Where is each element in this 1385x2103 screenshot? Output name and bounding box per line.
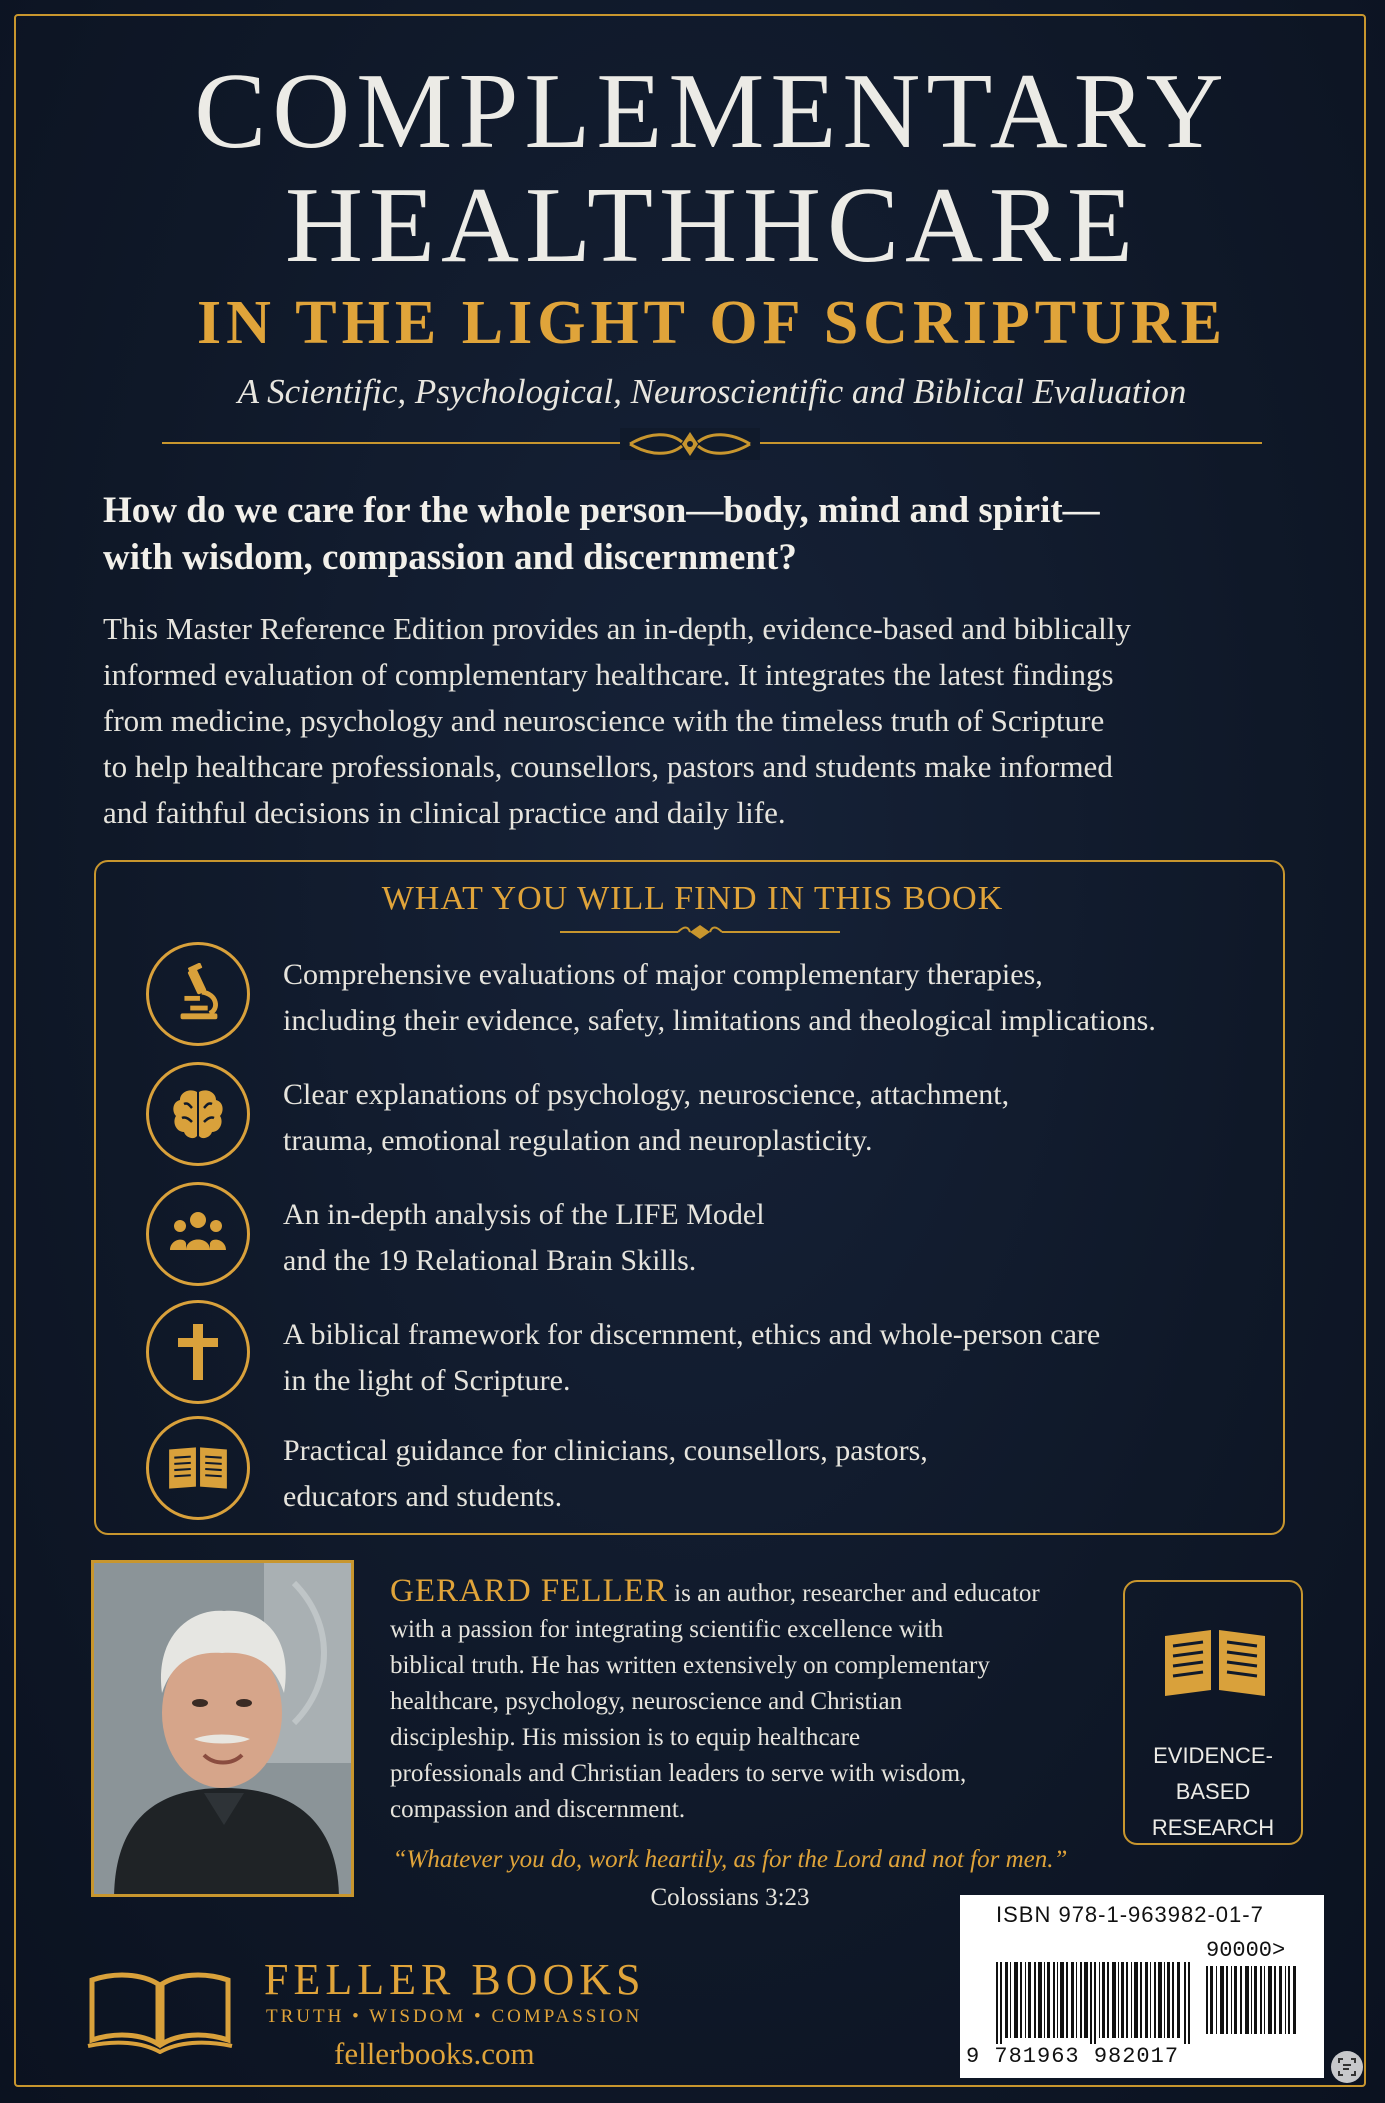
bio-line: with a passion for integrating scientific excellence with (390, 1616, 944, 1643)
subtitle: A Scientific, Psychological, Neuroscientific and Biblical Evaluation (237, 372, 1187, 411)
feature-item (283, 1428, 1273, 1520)
isbn-digits: 9 781963 982017 (966, 2044, 1180, 2069)
bio-line: biblical truth. He has written extensively on complementary (390, 1652, 990, 1679)
feature-line: An in-depth analysis of the LIFE Model (283, 1198, 765, 1231)
intro-line: from medicine, psychology and neuroscience with the timeless truth of Scripture (103, 703, 1105, 738)
feature-item (283, 1312, 1273, 1404)
isbn-label: ISBN 978-1-963982-01-7 (996, 1902, 1264, 1927)
feature-line: Practical guidance for clinicians, counsellors, pastors, (283, 1434, 928, 1467)
feature-item (283, 952, 1273, 1044)
publisher-url: fellerbooks.com (334, 2036, 535, 2071)
lead-question (103, 487, 1303, 581)
microscope-icon (146, 942, 250, 1046)
badge-book-icon (1159, 1622, 1271, 1702)
feature-item (283, 1192, 1273, 1284)
price-code: 90000> (1206, 1938, 1286, 1963)
heading-ornament-icon (560, 924, 840, 940)
badge-line: RESEARCH (1151, 1815, 1275, 1840)
badge-label (1123, 1738, 1303, 1846)
publisher-tagline: TRUTH • WISDOM • COMPASSION (266, 2006, 643, 2027)
bio-line: professionals and Christian leaders to serve with wisdom, (390, 1760, 967, 1787)
scan-text-icon[interactable] (1330, 2050, 1364, 2084)
feature-line: including their evidence, safety, limitations and theological implications. (283, 1004, 1156, 1037)
author-photo (91, 1560, 354, 1897)
ornament-icon (620, 428, 760, 460)
feature-line: A biblical framework for discernment, ethics and whole-person care (283, 1318, 1101, 1351)
badge-line: EVIDENCE-BASED (1153, 1743, 1273, 1804)
features-heading: WHAT YOU WILL FIND IN THIS BOOK (381, 880, 1004, 917)
intro-line: and faithful decisions in clinical practice and daily life. (103, 795, 786, 830)
feature-line: and the 19 Relational Brain Skills. (283, 1244, 697, 1277)
scripture-reference: Colossians 3:23 (650, 1884, 810, 1911)
bio-line: compassion and discernment. (390, 1796, 686, 1823)
title-line-1: COMPLEMENTARY (194, 52, 1230, 171)
intro-paragraph (103, 606, 1303, 836)
intro-line: This Master Reference Edition provides an in-depth, evidence-based and biblically (103, 611, 1131, 646)
feature-line: Comprehensive evaluations of major complementary therapies, (283, 958, 1043, 991)
intro-line: informed evaluation of complementary healthcare. It integrates the latest findings (103, 657, 1114, 692)
bio-line: discipleship. His mission is to equip healthcare (390, 1724, 861, 1751)
feature-item (283, 1072, 1273, 1164)
author-name: GERARD FELLER (390, 1573, 668, 1609)
cross-icon (146, 1300, 250, 1404)
author-bio (390, 1573, 1110, 1828)
bio-first-line (390, 1573, 1110, 1612)
lead-line: with wisdom, compassion and discernment? (103, 537, 797, 578)
open-book-icon (146, 1416, 250, 1520)
addon-barcode-bars (1206, 1966, 1298, 2034)
feature-line: educators and students. (283, 1480, 563, 1513)
feature-line: in the light of Scripture. (283, 1364, 571, 1397)
title-line-3: IN THE LIGHT OF SCRIPTURE (197, 289, 1227, 357)
barcode-bars (996, 1962, 1192, 2044)
bio-line: healthcare, psychology, neuroscience and Christian (390, 1688, 903, 1715)
people-icon (146, 1182, 250, 1286)
publisher-book-logo-icon (86, 1962, 234, 2054)
title-line-2: HEALTHHCARE (284, 166, 1139, 285)
bio-line: is an author, researcher and educator (667, 1580, 1040, 1607)
brain-icon (146, 1062, 250, 1166)
scripture-quote: “Whatever you do, work heartily, as for the Lord and not for men.” (392, 1846, 1068, 1873)
publisher-name: FELLER BOOKS (264, 1955, 646, 2004)
feature-line: Clear explanations of psychology, neuroscience, attachment, (283, 1078, 1010, 1111)
feature-line: trauma, emotional regulation and neuroplasticity. (283, 1124, 873, 1157)
lead-line: How do we care for the whole person—body, mind and spirit— (103, 490, 1100, 531)
intro-line: to help healthcare professionals, counsellors, pastors and students make informed (103, 749, 1113, 784)
